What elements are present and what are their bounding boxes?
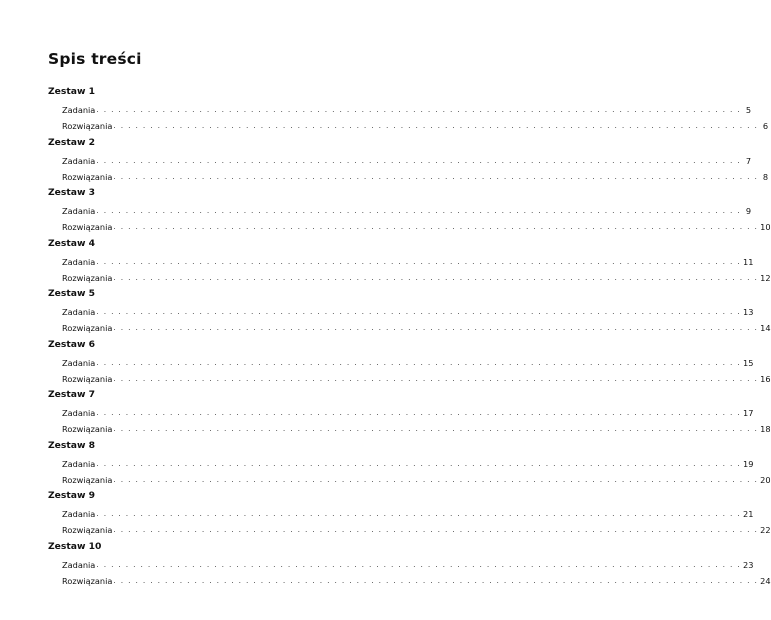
dot-leader: . . . . . . . . . . . . . . . . . . . . . . . . . . . . . . . . . . . . . . . . . . . . . . . . . . . . . . . . . . . . . . . . . . . . . . . . . . . . . . . . . . . . . . . . — [113, 272, 759, 282]
dot-leader: . . . . . . . . . . . . . . . . . . . . . . . . . . . . . . . . . . . . . . . . . . . . . . . . . . . . . . . . . . . . . . . . . . . . . . . . . . . . . . . . . . . . . . . . — [96, 458, 742, 468]
toc-entry-zadania[interactable] — [48, 102, 752, 118]
dot-leader: . . . . . . . . . . . . . . . . . . . . . . . . . . . . . . . . . . . . . . . . . . . . . . . . . . . . . . . . . . . . . . . . . . . . . . . . . . . . . . . . . . . . . . . . — [113, 474, 759, 484]
dot-leader: . . . . . . . . . . . . . . . . . . . . . . . . . . . . . . . . . . . . . . . . . . . . . . . . . . . . . . . . . . . . . . . . . . . . . . . . . . . . . . . . . . . . . . . . — [96, 357, 742, 367]
dot-leader: . . . . . . . . . . . . . . . . . . . . . . . . . . . . . . . . . . . . . . . . . . . . . . . . . . . . . . . . . . . . . . . . . . . . . . . . . . . . . . . . . . . . . . . . — [96, 509, 742, 518]
entry-label: Rozwiązania — [62, 222, 113, 232]
toc-entry-rozwiazania[interactable] — [48, 371, 771, 387]
toc-section-2 — [48, 135, 769, 186]
toc-entry-rozwiazania[interactable] — [48, 320, 771, 336]
section-heading: Zestaw 9 — [48, 490, 96, 501]
page-number: 21 — [743, 509, 754, 519]
page-number: 7 — [745, 155, 752, 166]
toc-entry-rozwiazania[interactable] — [48, 472, 771, 488]
section-heading: Zestaw 1 — [48, 86, 96, 97]
entry-label: Zadania — [62, 206, 96, 216]
page-number: 9 — [745, 206, 752, 216]
section-heading: Zestaw 2 — [48, 136, 96, 148]
section-heading: Zestaw 10 — [48, 540, 102, 552]
entry-label: Zadania — [62, 458, 96, 469]
toc-entry-zadania[interactable] — [48, 506, 754, 522]
section-heading: Zestaw 6 — [48, 338, 96, 350]
page-number: 6 — [762, 121, 769, 131]
section-heading: Zestaw 3 — [48, 187, 96, 198]
entry-label: Rozwiązania — [62, 323, 113, 333]
dot-leader: . . . . . . . . . . . . . . . . . . . . . . . . . . . . . . . . . . . . . . . . . . . . . . . . . . . . . . . . . . . . . . . . . . . . . . . . . . . . . . . . . . . . . . . . — [113, 222, 759, 231]
entry-label: Zadania — [62, 105, 96, 115]
dot-leader: . . . . . . . . . . . . . . . . . . . . . . . . . . . . . . . . . . . . . . . . . . . . . . . . . . . . . . . . . . . . . . . . . . . . . . . . . . . . . . . . . . . . . . . . — [96, 408, 742, 417]
page-number: 10 — [760, 222, 771, 232]
section-heading: Zestaw 8 — [48, 439, 96, 451]
entry-label: Rozwiązania — [62, 525, 113, 535]
toc-entry-rozwiazania[interactable] — [48, 270, 771, 286]
section-heading: Zestaw 7 — [48, 389, 96, 400]
page-number: 12 — [760, 272, 771, 283]
dot-leader: . . . . . . . . . . . . . . . . . . . . . . . . . . . . . . . . . . . . . . . . . . . . . . . . . . . . . . . . . . . . . . . . . . . . . . . . . . . . . . . . . . . . . . . . — [113, 323, 759, 332]
toc-entry-rozwiazania[interactable] — [48, 219, 771, 235]
page-number: 24 — [760, 575, 771, 586]
toc-entry-zadania[interactable] — [48, 355, 754, 371]
toc-section-8 — [48, 438, 771, 489]
toc-section-5 — [48, 286, 771, 337]
toc-entry-rozwiazania[interactable] — [48, 118, 769, 134]
page-number: 19 — [743, 458, 754, 469]
toc-section-10 — [48, 539, 771, 590]
entry-label: Rozwiązania — [62, 171, 113, 182]
toc-section-9 — [48, 488, 771, 539]
entry-label: Rozwiązania — [62, 575, 113, 586]
entry-label: Rozwiązania — [62, 424, 113, 434]
entry-label: Rozwiązania — [62, 474, 113, 485]
entry-label: Zadania — [62, 559, 96, 570]
dot-leader: . . . . . . . . . . . . . . . . . . . . . . . . . . . . . . . . . . . . . . . . . . . . . . . . . . . . . . . . . . . . . . . . . . . . . . . . . . . . . . . . . . . . . . . . — [113, 525, 759, 534]
toc-entry-zadania[interactable] — [48, 304, 754, 320]
page-number: 18 — [760, 424, 771, 434]
toc-section-1 — [48, 84, 769, 135]
page-number: 15 — [743, 357, 754, 368]
dot-leader: . . . . . . . . . . . . . . . . . . . . . . . . . . . . . . . . . . . . . . . . . . . . . . . . . . . . . . . . . . . . . . . . . . . . . . . . . . . . . . . . . . . . . . . . — [113, 424, 759, 433]
page-number: 8 — [762, 171, 769, 182]
toc-entry-zadania[interactable] — [48, 456, 754, 472]
dot-leader: . . . . . . . . . . . . . . . . . . . . . . . . . . . . . . . . . . . . . . . . . . . . . . . . . . . . . . . . . . . . . . . . . . . . . . . . . . . . . . . . . . . . . . . . — [96, 559, 742, 569]
section-heading: Zestaw 5 — [48, 288, 96, 299]
page-number: 20 — [760, 474, 771, 485]
entry-label: Rozwiązania — [62, 272, 113, 283]
dot-leader: . . . . . . . . . . . . . . . . . . . . . . . . . . . . . . . . . . . . . . . . . . . . . . . . . . . . . . . . . . . . . . . . . . . . . . . . . . . . . . . . . . . . . . . . — [96, 206, 742, 215]
page-number: 17 — [743, 408, 754, 418]
dot-leader: . . . . . . . . . . . . . . . . . . . . . . . . . . . . . . . . . . . . . . . . . . . . . . . . . . . . . . . . . . . . . . . . . . . . . . . . . . . . . . . . . . . . . . . . — [96, 307, 742, 316]
entry-label: Rozwiązania — [62, 121, 113, 131]
toc-entry-zadania[interactable] — [48, 405, 754, 421]
dot-leader: . . . . . . . . . . . . . . . . . . . . . . . . . . . . . . . . . . . . . . . . . . . . . . . . . . . . . . . . . . . . . . . . . . . . . . . . . . . . . . . . . . . . . . . . — [113, 171, 759, 181]
section-heading: Zestaw 4 — [48, 237, 96, 249]
page-number: 11 — [743, 256, 754, 267]
page-number: 16 — [760, 373, 771, 384]
page-number: 5 — [745, 105, 752, 115]
toc-section-6 — [48, 337, 771, 388]
toc-entry-zadania[interactable] — [48, 203, 752, 219]
toc-entry-zadania[interactable] — [48, 153, 752, 169]
toc-entry-rozwiazania[interactable] — [48, 522, 771, 538]
toc-entry-zadania[interactable] — [48, 254, 754, 270]
toc-entry-zadania[interactable] — [48, 557, 754, 573]
entry-label: Zadania — [62, 155, 96, 166]
entry-label: Rozwiązania — [62, 373, 113, 384]
dot-leader: . . . . . . . . . . . . . . . . . . . . . . . . . . . . . . . . . . . . . . . . . . . . . . . . . . . . . . . . . . . . . . . . . . . . . . . . . . . . . . . . . . . . . . . . — [96, 256, 742, 266]
dot-leader: . . . . . . . . . . . . . . . . . . . . . . . . . . . . . . . . . . . . . . . . . . . . . . . . . . . . . . . . . . . . . . . . . . . . . . . . . . . . . . . . . . . . . . . . — [96, 105, 742, 114]
dot-leader: . . . . . . . . . . . . . . . . . . . . . . . . . . . . . . . . . . . . . . . . . . . . . . . . . . . . . . . . . . . . . . . . . . . . . . . . . . . . . . . . . . . . . . . . — [113, 575, 759, 585]
entry-label: Zadania — [62, 307, 96, 317]
toc-section-4 — [48, 236, 771, 287]
entry-label: Zadania — [62, 256, 96, 267]
toc-entry-rozwiazania[interactable] — [48, 421, 771, 437]
dot-leader: . . . . . . . . . . . . . . . . . . . . . . . . . . . . . . . . . . . . . . . . . . . . . . . . . . . . . . . . . . . . . . . . . . . . . . . . . . . . . . . . . . . . . . . . — [113, 121, 759, 130]
toc-section-3 — [48, 185, 771, 236]
toc-section-7 — [48, 387, 771, 438]
dot-leader: . . . . . . . . . . . . . . . . . . . . . . . . . . . . . . . . . . . . . . . . . . . . . . . . . . . . . . . . . . . . . . . . . . . . . . . . . . . . . . . . . . . . . . . . — [96, 155, 742, 165]
page-number: 22 — [760, 525, 771, 535]
entry-label: Zadania — [62, 509, 96, 519]
page-number: 14 — [760, 323, 771, 333]
entry-label: Zadania — [62, 408, 96, 418]
page-title: Spis treści — [48, 50, 142, 68]
toc-entry-rozwiazania[interactable] — [48, 573, 771, 589]
dot-leader: . . . . . . . . . . . . . . . . . . . . . . . . . . . . . . . . . . . . . . . . . . . . . . . . . . . . . . . . . . . . . . . . . . . . . . . . . . . . . . . . . . . . . . . . — [113, 373, 759, 383]
page-number: 23 — [743, 559, 754, 570]
page-number: 13 — [743, 307, 754, 317]
entry-label: Zadania — [62, 357, 96, 368]
toc-entry-rozwiazania[interactable] — [48, 169, 769, 185]
table-of-contents — [48, 84, 771, 589]
